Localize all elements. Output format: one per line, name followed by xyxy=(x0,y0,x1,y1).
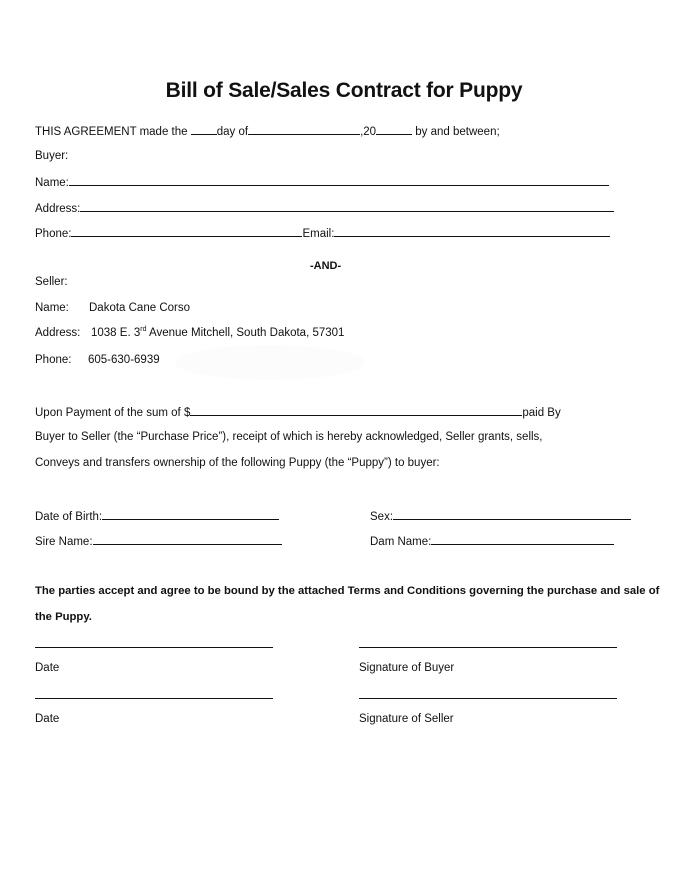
payment-line-1 xyxy=(35,404,561,420)
buyer-address-field[interactable] xyxy=(80,200,614,212)
sex-row xyxy=(370,508,631,524)
date2-line[interactable] xyxy=(35,698,273,699)
payment-line-2: Buyer to Seller (the “Purchase Price”), receipt of which is hereby acknowledged, Seller grants, sells, xyxy=(35,431,543,443)
day-of-label: day of xyxy=(216,126,249,138)
agreement-line xyxy=(35,123,500,139)
sire-row xyxy=(35,533,282,549)
date1-label: Date xyxy=(35,662,60,674)
redaction-smudge xyxy=(175,345,365,380)
dam-field[interactable] xyxy=(431,533,614,545)
buyer-heading: Buyer: xyxy=(35,150,69,162)
buyer-name-field[interactable] xyxy=(69,174,609,186)
sire-label: Sire Name: xyxy=(35,536,93,548)
buyer-address-row xyxy=(35,200,614,216)
day-field[interactable] xyxy=(191,123,217,135)
buyer-signature-line[interactable] xyxy=(359,647,617,648)
date1-line[interactable] xyxy=(35,647,273,648)
buyer-name-label: Name: xyxy=(35,177,69,189)
payment-suffix: paid By xyxy=(522,407,561,419)
dob-row xyxy=(35,508,279,524)
buyer-signature-label: Signature of Buyer xyxy=(359,662,455,674)
seller-address-label: Address: xyxy=(35,327,81,339)
dob-field[interactable] xyxy=(102,508,279,520)
seller-address-row xyxy=(35,326,345,340)
seller-signature-label: Signature of Seller xyxy=(359,713,454,725)
sex-field[interactable] xyxy=(393,508,631,520)
terms-line-2: the Puppy. xyxy=(35,611,92,623)
date2-label: Date xyxy=(35,713,60,725)
seller-name-value: Dakota Cane Corso xyxy=(89,302,190,314)
buyer-name-row xyxy=(35,174,609,190)
terms-line-1: The parties accept and agree to be bound by the attached Terms and Conditions governing the purchase and sale of xyxy=(35,585,660,597)
year-field[interactable] xyxy=(376,123,412,135)
page-title: Bill of Sale/Sales Contract for Puppy xyxy=(165,79,523,102)
sire-field[interactable] xyxy=(93,533,282,545)
buyer-phone-label: Phone: xyxy=(35,228,72,240)
agreement-suffix: by and between; xyxy=(412,126,500,138)
seller-phone-value: 605-630-6939 xyxy=(88,354,160,366)
month-field[interactable] xyxy=(248,123,360,135)
seller-phone-label: Phone: xyxy=(35,354,72,366)
buyer-address-label: Address: xyxy=(35,203,81,215)
dam-label: Dam Name: xyxy=(370,536,432,548)
dam-row xyxy=(370,533,614,549)
sex-label: Sex: xyxy=(370,511,394,523)
payment-line-3: Conveys and transfers ownership of the following Puppy (the “Puppy”) to buyer: xyxy=(35,457,440,469)
seller-phone-row xyxy=(35,353,160,367)
purchase-price-field[interactable] xyxy=(190,404,522,416)
seller-name-row xyxy=(35,301,190,315)
seller-heading: Seller: xyxy=(35,276,68,288)
buyer-email-label: Email: xyxy=(302,228,335,240)
buyer-email-field[interactable] xyxy=(334,225,610,237)
seller-address-value: 1038 E. 3rd Avenue Mitchell, South Dakota, 57301 xyxy=(91,326,345,339)
agreement-prefix: THIS AGREEMENT made the xyxy=(35,126,191,138)
seller-signature-line[interactable] xyxy=(359,698,617,699)
year-label: ,20 xyxy=(360,126,377,138)
seller-name-label: Name: xyxy=(35,302,69,314)
buyer-phone-field[interactable] xyxy=(71,225,302,237)
and-separator: -AND- xyxy=(310,260,342,272)
payment-prefix: Upon Payment of the sum of $ xyxy=(35,407,191,419)
dob-label: Date of Birth: xyxy=(35,511,103,523)
buyer-phone-row xyxy=(35,225,610,241)
